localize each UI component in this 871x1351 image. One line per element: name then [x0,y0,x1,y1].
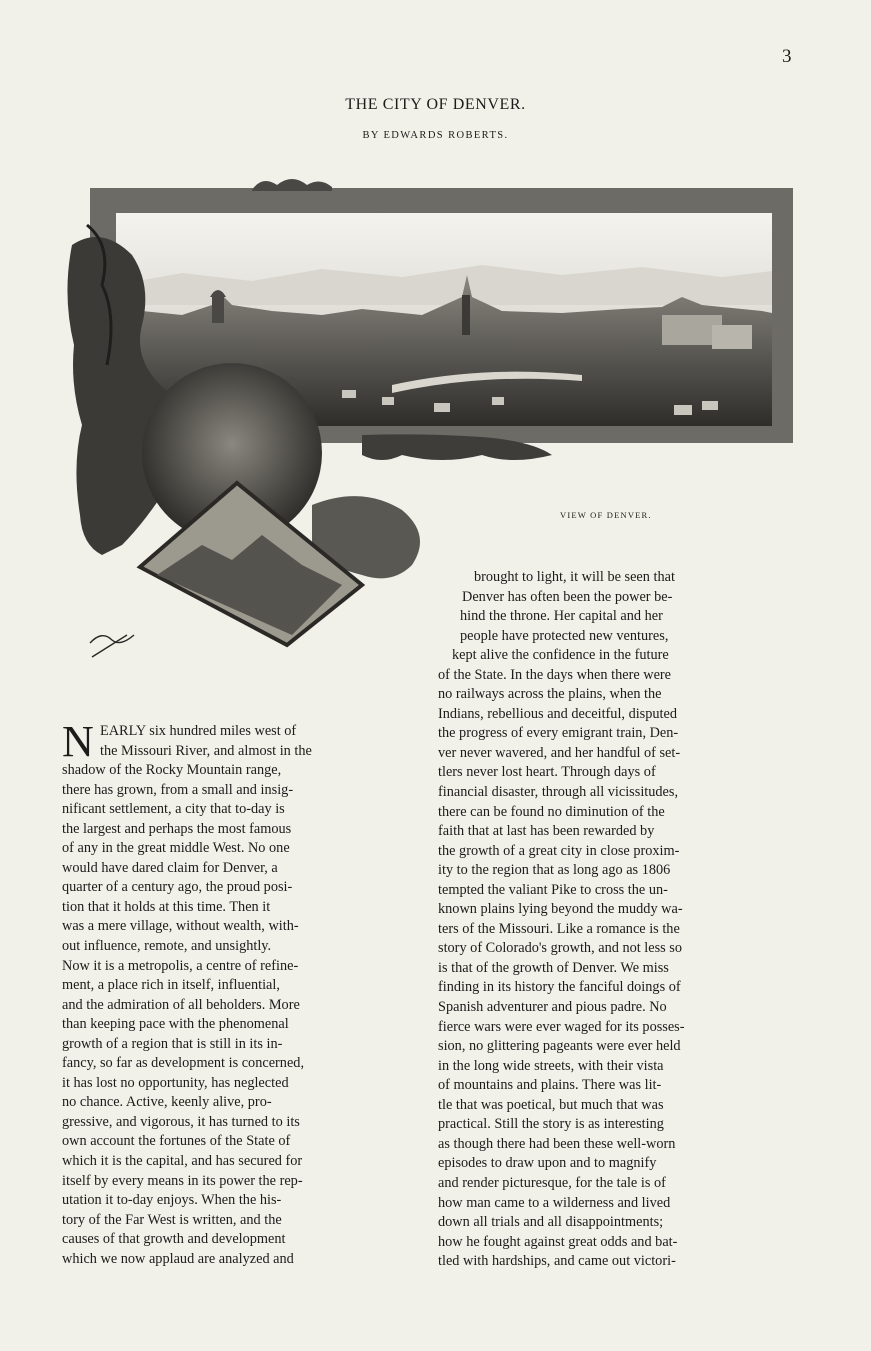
text-line: and the admiration of all beholders. More [62,996,300,1013]
text-line: gressive, and vigorous, it has turned to its [62,1113,300,1130]
text-line: is that of the growth of Denver. We miss [438,959,669,976]
text-line: tory of the Far West is written, and the [62,1211,282,1228]
text-line: and render picturesque, for the tale is of [438,1174,666,1191]
text-line: out influence, remote, and unsightly. [62,938,272,955]
text-line: tempted the valiant Pike to cross the un- [438,881,668,898]
text-line: of the State. In the days when there were [438,666,672,683]
text-line: nificant settlement, a city that to-day is [62,801,285,818]
text-line: shadow of the Rocky Mountain range, [62,762,282,779]
article-byline: BY EDWARDS ROBERTS. [362,130,509,141]
text-line: how man came to a wilderness and lived [438,1194,671,1211]
text-line: would have dared claim for Denver, a [62,859,278,876]
text-line: which it is the capital, and has secured for [62,1153,303,1170]
text-line: own account the fortunes of the State of [62,1133,291,1150]
text-line: down all trials and all disappointments; [438,1214,664,1231]
text-line: Now it is a metropolis, a centre of refine- [62,957,299,974]
text-line: financial disaster, through all vicissitudes, [438,784,679,801]
illustration-caption: VIEW OF DENVER. [560,510,652,520]
text-line: no railways across the plains, when the [438,686,662,703]
text-line: the progress of every emigrant train, Den- [438,725,679,742]
text-line: faith that at last has been rewarded by [438,823,655,840]
right-column-text [438,568,800,1272]
text-line: ment, a place rich in itself, influential, [62,977,280,994]
text-line: episodes to draw upon and to magnify [438,1155,657,1172]
text-line: the largest and perhaps the most famous [62,820,292,837]
text-line: ters of the Missouri. Like a romance is the [438,920,680,937]
text-line: growth of a region that is still in its in- [62,1035,283,1052]
text-line: hind the throne. Her capital and her [460,608,663,625]
text-line: the Missouri River, and almost in the [100,742,312,759]
text-line: Spanish adventurer and pious padre. No [438,999,667,1016]
text-line: EARLY six hundred miles west of [100,723,297,739]
text-line: no chance. Active, keenly alive, pro- [62,1094,272,1111]
text-line: itself by every means in its power the rep- [62,1172,303,1189]
text-line: people have protected new ventures, [460,627,669,644]
text-line: ver never wavered, and her handful of set- [438,744,681,761]
text-line: tlers never lost heart. Through days of [438,764,656,781]
text-line: sion, no glittering pageants were ever held [438,1038,681,1055]
text-line: there can be found no diminution of the [438,803,665,820]
text-line: there has grown, from a small and insig- [62,781,294,798]
text-line: tle that was poetical, but much that was [438,1096,664,1113]
text-line: story of Colorado's growth, and not less so [438,940,683,957]
text-line: of any in the great middle West. No one [62,840,290,857]
text-line: utation it to-day enjoys. When the his- [62,1192,282,1209]
text-line: the growth of a great city in close proxim- [438,842,680,859]
text-line: was a mere village, without wealth, with- [62,918,299,935]
text-line: Indians, rebellious and deceitful, disputed [438,705,678,722]
text-line: known plains lying beyond the muddy wa- [438,901,683,918]
text-line: than keeping pace with the phenomenal [62,1016,289,1033]
text-line: quarter of a century ago, the proud posi- [62,879,293,896]
article-title: THE CITY OF DENVER. [345,96,526,113]
text-line: of mountains and plains. There was lit- [438,1077,662,1094]
text-line: fancy, so far as development is concerned, [62,1055,305,1072]
text-line: which we now applaud are analyzed and [62,1250,294,1267]
text-line: fierce wars were ever waged for its posses- [438,1018,685,1035]
drop-cap: N [62,717,94,766]
text-line: finding in its history the fanciful doings of [438,979,681,996]
text-line: how he fought against great odds and bat- [438,1233,678,1250]
text-line: ity to the region that as long ago as 1806 [438,862,671,879]
text-line: in the long wide streets, with their vista [438,1057,664,1074]
text-line: kept alive the confidence in the future [452,647,669,664]
text-line: causes of that growth and development [62,1231,286,1248]
text-line: practical. Still the story is as interesting [438,1116,664,1133]
text-line: tled with hardships, and came out victori- [438,1253,676,1270]
text-line: brought to light, it will be seen that [474,569,675,585]
text-line: Denver has often been the power be- [462,588,673,605]
text-line: it has lost no opportunity, has neglected [62,1074,289,1091]
text-line: tion that it holds at this time. Then it [62,898,271,915]
text-line: as though there had been these well-worn [438,1135,676,1152]
left-column-text [62,717,437,1269]
page-number: 3 [782,46,792,67]
